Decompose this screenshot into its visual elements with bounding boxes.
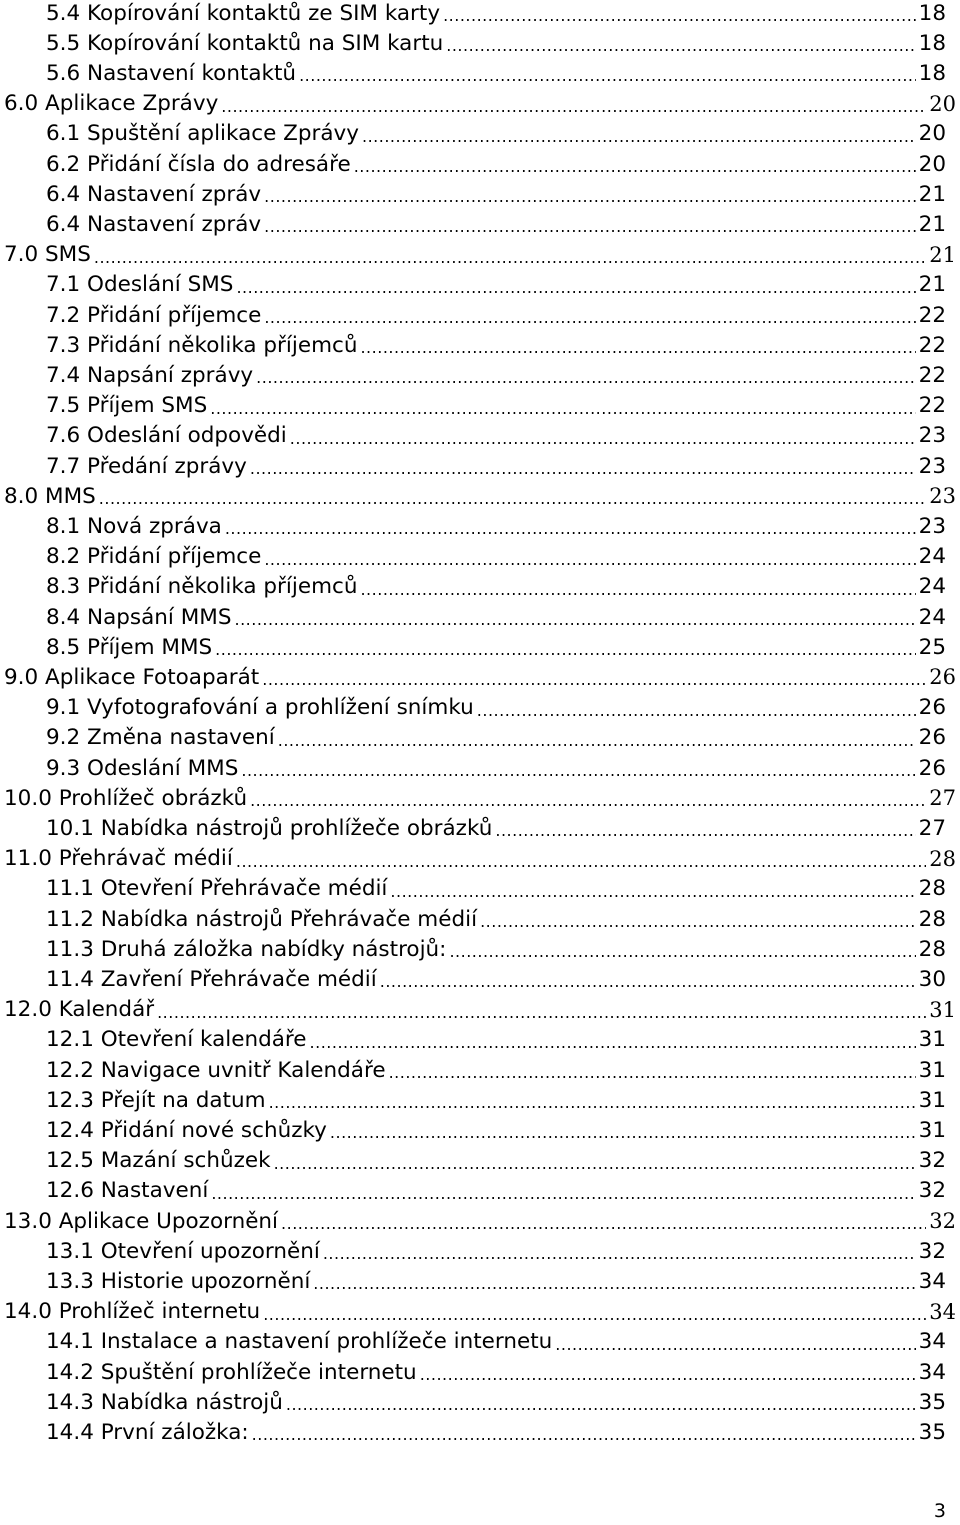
toc-section-entry[interactable]: [46, 179, 946, 209]
toc-dot-leader: [99, 481, 926, 511]
toc-entry-page: 18: [918, 60, 946, 86]
toc-entry-title: 8.5 Příjem MMS: [46, 634, 213, 660]
toc-entry-title: 9.0 Aplikace Fotoaparát: [4, 664, 260, 690]
toc-entry-title: 9.2 Změna nastavení: [46, 725, 275, 751]
toc-entry-page: 21: [918, 181, 946, 207]
toc-section-entry[interactable]: [46, 209, 946, 239]
toc-dot-leader: [269, 1085, 916, 1115]
toc-dot-leader: [555, 1327, 915, 1357]
toc-entry-title: 12.0 Kalendář: [4, 997, 155, 1023]
toc-entry-title: 14.3 Nabídka nástrojů: [46, 1389, 283, 1415]
toc-entry-page: 21: [918, 211, 946, 237]
toc-section-entry[interactable]: [46, 1146, 946, 1176]
toc-chapter-entry[interactable]: [4, 240, 956, 270]
toc-dot-leader: [274, 1146, 916, 1176]
toc-entry-title: 5.6 Nastavení kontaktů: [46, 60, 297, 86]
toc-section-entry[interactable]: [46, 542, 946, 572]
toc-dot-leader: [211, 1176, 915, 1206]
toc-entry-page: 24: [918, 544, 946, 570]
toc-entry-title: 12.3 Přejít na datum: [46, 1087, 266, 1113]
toc-entry-page: 20: [918, 121, 946, 147]
toc-dot-leader: [157, 995, 926, 1025]
toc-entry-page: 26: [918, 755, 946, 781]
toc-entry-page: 22: [918, 393, 946, 419]
toc-dot-leader: [313, 1266, 915, 1296]
toc-dot-leader: [264, 300, 915, 330]
toc-entry-title: 9.3 Odeslání MMS: [46, 755, 239, 781]
toc-section-entry[interactable]: [46, 1387, 946, 1417]
toc-section-entry[interactable]: [46, 270, 946, 300]
toc-section-entry[interactable]: [46, 28, 946, 58]
toc-section-entry[interactable]: [46, 1266, 946, 1296]
toc-entry-title: 6.4 Nastavení zpráv: [46, 211, 262, 237]
toc-entry-page: 21: [929, 242, 956, 267]
toc-entry-page: 23: [918, 423, 946, 449]
toc-entry-title: 6.1 Spuštění aplikace Zprávy: [46, 121, 359, 147]
toc-entry-page: 34: [918, 1329, 946, 1355]
toc-entry-page: 28: [918, 876, 946, 902]
toc-entry-page: 26: [918, 695, 946, 721]
toc-chapter-entry[interactable]: [4, 844, 956, 874]
toc-dot-leader: [215, 632, 915, 662]
toc-dot-leader: [264, 542, 915, 572]
toc-entry-title: 8.1 Nová zpráva: [46, 513, 222, 539]
toc-entry-title: 11.1 Otevření Přehrávače médií: [46, 876, 388, 902]
toc-entry-page: 18: [918, 0, 946, 26]
toc-dot-leader: [390, 874, 915, 904]
toc-entry-title: 7.4 Napsání zprávy: [46, 362, 254, 388]
toc-entry-title: 13.0 Aplikace Upozornění: [4, 1208, 279, 1234]
toc-dot-leader: [250, 783, 926, 813]
toc-entry-title: 12.4 Přidání nové schůzky: [46, 1117, 327, 1143]
toc-entry-page: 31: [918, 1057, 946, 1083]
toc-section-entry[interactable]: [46, 421, 946, 451]
toc-entry-page: 20: [918, 151, 946, 177]
toc-entry-page: 24: [918, 604, 946, 630]
toc-dot-leader: [225, 511, 916, 541]
toc-entry-page: 23: [929, 484, 956, 509]
toc-entry-title: 7.1 Odeslání SMS: [46, 272, 234, 298]
toc-entry-page: 34: [929, 1299, 956, 1324]
toc-dot-leader: [221, 89, 926, 119]
toc-dot-leader: [278, 723, 916, 753]
toc-section-entry[interactable]: [46, 58, 946, 88]
toc-section-entry[interactable]: [46, 632, 946, 662]
toc-chapter-entry[interactable]: [4, 995, 956, 1025]
toc-dot-leader: [299, 58, 916, 88]
toc-entry-title: 7.7 Předání zprávy: [46, 453, 247, 479]
toc-section-entry[interactable]: [46, 330, 946, 360]
toc-dot-leader: [420, 1357, 916, 1387]
toc-entry-page: 27: [929, 786, 956, 811]
toc-section-entry[interactable]: [46, 934, 946, 964]
toc-dot-leader: [241, 753, 915, 783]
toc-section-entry[interactable]: [46, 572, 946, 602]
toc-entry-page: 28: [918, 906, 946, 932]
toc-entry-page: 23: [918, 453, 946, 479]
toc-entry-page: 32: [929, 1209, 956, 1233]
toc-entry-title: 5.5 Kopírování kontaktů na SIM kartu: [46, 30, 444, 56]
toc-dot-leader: [264, 209, 915, 239]
toc-dot-leader: [360, 572, 915, 602]
toc-section-entry[interactable]: [46, 149, 946, 179]
toc-entry-page: 32: [918, 1148, 946, 1174]
toc-dot-leader: [286, 1387, 916, 1417]
toc-dot-leader: [252, 1417, 916, 1447]
toc-section-entry[interactable]: [46, 1055, 946, 1085]
toc-dot-leader: [262, 662, 926, 692]
toc-entry-title: 13.3 Historie upozornění: [46, 1268, 311, 1294]
toc-chapter-entry[interactable]: [4, 1297, 956, 1327]
toc-entry-title: 11.3 Druhá záložka nabídky nástrojů:: [46, 936, 447, 962]
toc-entry-title: 8.3 Přidání několika příjemců: [46, 574, 358, 600]
toc-entry-page: 27: [918, 815, 946, 841]
toc-entry-page: 28: [918, 936, 946, 962]
toc-section-entry[interactable]: [46, 1085, 946, 1115]
toc-dot-leader: [236, 270, 915, 300]
toc-entry-page: 28: [929, 846, 956, 871]
toc-dot-leader: [354, 149, 916, 179]
toc-entry-title: 7.6 Odeslání odpovědi: [46, 423, 287, 449]
toc-section-entry[interactable]: [46, 753, 946, 783]
toc-entry-page: 22: [918, 302, 946, 328]
toc-section-entry[interactable]: [46, 119, 946, 149]
toc-entry-page: 20: [929, 91, 956, 116]
toc-dot-leader: [256, 360, 916, 390]
toc-entry-page: 26: [918, 725, 946, 751]
toc-entry-page: 22: [918, 362, 946, 388]
toc-dot-leader: [310, 1025, 916, 1055]
toc-dot-leader: [477, 693, 916, 723]
toc-section-entry[interactable]: [46, 0, 946, 28]
toc-entry-page: 30: [918, 966, 946, 992]
toc-chapter-entry[interactable]: [4, 1206, 956, 1236]
toc-dot-leader: [446, 28, 915, 58]
toc-entry-title: 5.4 Kopírování kontaktů ze SIM karty: [46, 0, 441, 26]
toc-entry-title: 14.4 První záložka:: [46, 1419, 249, 1445]
toc-section-entry[interactable]: [46, 1327, 946, 1357]
toc-entry-title: 10.0 Prohlížeč obrázků: [4, 785, 248, 811]
toc-entry-title: 14.1 Instalace a nastavení prohlížeče internetu: [46, 1329, 553, 1355]
toc-dot-leader: [290, 421, 916, 451]
toc-entry-page: 35: [918, 1419, 946, 1445]
toc-section-entry[interactable]: [46, 813, 946, 843]
toc-entry-page: 31: [918, 1117, 946, 1143]
toc-entry-title: 12.5 Mazání schůzek: [46, 1148, 271, 1174]
toc-chapter-entry[interactable]: [4, 89, 956, 119]
toc-entry-title: 13.1 Otevření upozornění: [46, 1238, 320, 1264]
toc-entry-title: 11.4 Zavření Přehrávače médií: [46, 966, 377, 992]
toc-dot-leader: [362, 119, 916, 149]
toc-dot-leader: [210, 391, 915, 421]
toc-dot-leader: [495, 813, 915, 843]
toc-dot-leader: [281, 1206, 926, 1236]
toc-entry-page: 26: [929, 665, 956, 690]
toc-entry-title: 14.2 Spuštění prohlížeče internetu: [46, 1359, 417, 1385]
toc-entry-title: 11.2 Nabídka nástrojů Přehrávače médií: [46, 906, 478, 932]
toc-entry-page: 21: [918, 272, 946, 298]
toc-chapter-entry[interactable]: [4, 783, 956, 813]
toc-dot-leader: [323, 1236, 916, 1266]
toc-dot-leader: [235, 602, 916, 632]
toc-section-entry[interactable]: [46, 1176, 946, 1206]
toc-section-entry[interactable]: [46, 964, 946, 994]
toc-dot-leader: [263, 1297, 926, 1327]
toc-dot-leader: [449, 934, 915, 964]
toc-entry-title: 6.4 Nastavení zpráv: [46, 181, 262, 207]
toc-section-entry[interactable]: [46, 723, 946, 753]
toc-section-entry[interactable]: [46, 1025, 946, 1055]
toc-chapter-entry[interactable]: [4, 662, 956, 692]
toc-section-entry[interactable]: [46, 1115, 946, 1145]
toc-entry-title: 8.2 Přidání příjemce: [46, 544, 262, 570]
toc-dot-leader: [480, 904, 916, 934]
toc-entry-title: 6.2 Přidání čísla do adresáře: [46, 151, 351, 177]
toc-entry-page: 32: [918, 1178, 946, 1204]
toc-entry-title: 7.0 SMS: [4, 242, 91, 268]
toc-entry-page: 31: [929, 997, 956, 1022]
toc-entry-title: 8.0 MMS: [4, 483, 96, 509]
toc-entry-title: 12.6 Nastavení: [46, 1178, 209, 1204]
toc-section-entry[interactable]: [46, 391, 946, 421]
toc-section-entry[interactable]: [46, 1417, 946, 1447]
toc-entry-page: 23: [918, 513, 946, 539]
toc-dot-leader: [330, 1115, 916, 1145]
toc-dot-leader: [236, 844, 926, 874]
toc-section-entry[interactable]: [46, 874, 946, 904]
toc-entry-page: 34: [918, 1359, 946, 1385]
toc-entry-title: 14.0 Prohlížeč internetu: [4, 1299, 261, 1325]
toc-entry-page: 22: [918, 332, 946, 358]
toc-dot-leader: [360, 330, 915, 360]
toc-entry-page: 31: [918, 1027, 946, 1053]
toc-dot-leader: [443, 0, 916, 28]
toc-entry-page: 25: [918, 634, 946, 660]
toc-entry-title: 10.1 Nabídka nástrojů prohlížeče obrázků: [46, 815, 493, 841]
toc-section-entry[interactable]: [46, 451, 946, 481]
toc-section-entry[interactable]: [46, 1236, 946, 1266]
toc-entry-title: 9.1 Vyfotografování a prohlížení snímku: [46, 695, 474, 721]
toc-chapter-entry[interactable]: [4, 481, 956, 511]
toc-dot-leader: [264, 179, 915, 209]
toc-section-entry[interactable]: [46, 904, 946, 934]
toc-section-entry[interactable]: [46, 300, 946, 330]
toc-section-entry[interactable]: [46, 693, 946, 723]
toc-dot-leader: [250, 451, 916, 481]
toc-section-entry[interactable]: [46, 602, 946, 632]
toc-entry-title: 8.4 Napsání MMS: [46, 604, 232, 630]
toc-entry-page: 24: [918, 574, 946, 600]
toc-entry-title: 7.2 Přidání příjemce: [46, 302, 262, 328]
page-number: 3: [933, 1500, 946, 1522]
toc-section-entry[interactable]: [46, 360, 946, 390]
toc-section-entry[interactable]: [46, 1357, 946, 1387]
toc-entry-title: 7.5 Příjem SMS: [46, 393, 208, 419]
toc-dot-leader: [94, 240, 926, 270]
toc-entry-title: 6.0 Aplikace Zprávy: [4, 91, 219, 117]
toc-dot-leader: [380, 964, 916, 994]
toc-entry-title: 12.2 Navigace uvnitř Kalendáře: [46, 1057, 386, 1083]
toc-section-entry[interactable]: [46, 511, 946, 541]
toc-entry-title: 11.0 Přehrávač médií: [4, 846, 233, 872]
toc-entry-page: 18: [918, 30, 946, 56]
toc-entry-title: 12.1 Otevření kalendáře: [46, 1027, 307, 1053]
toc-entry-page: 35: [918, 1389, 946, 1415]
toc-dot-leader: [389, 1055, 916, 1085]
toc-entry-title: 7.3 Přidání několika příjemců: [46, 332, 358, 358]
toc-entry-page: 32: [918, 1238, 946, 1264]
toc-entry-page: 31: [918, 1087, 946, 1113]
toc-entry-page: 34: [918, 1268, 946, 1294]
